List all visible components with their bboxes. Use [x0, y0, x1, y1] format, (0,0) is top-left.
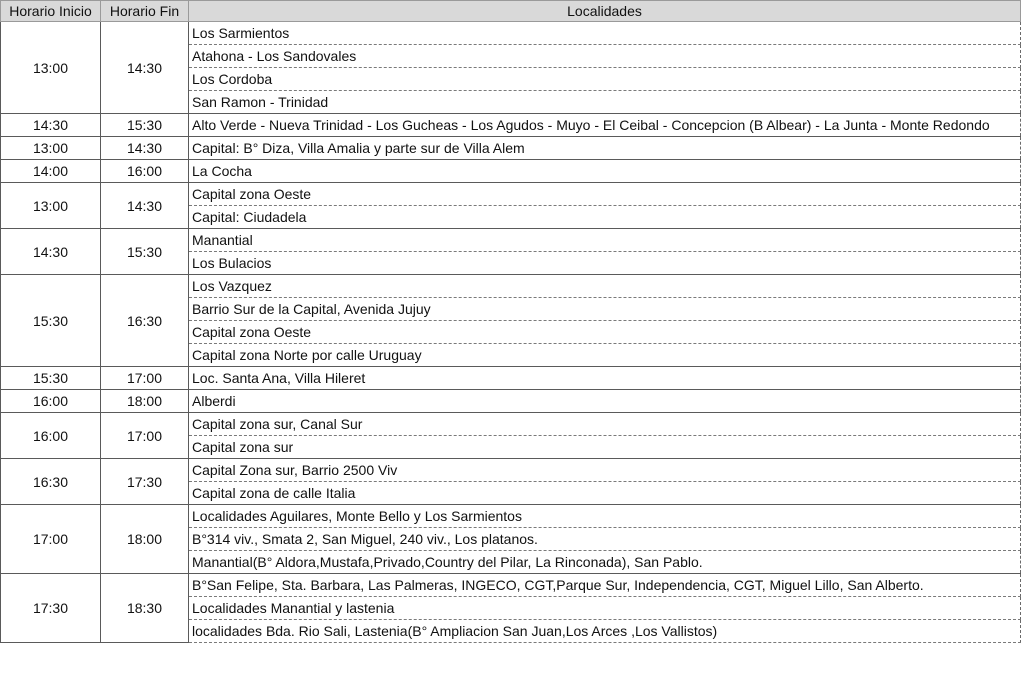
table-row — [1, 574, 1021, 597]
location-cell: Localidades Aguilares, Monte Bello y Los Sarmientos — [189, 505, 1021, 528]
location-cell: Alberdi — [189, 390, 1021, 413]
location-cell: B°San Felipe, Sta. Barbara, Las Palmeras, INGECO, CGT,Parque Sur, Independencia, CGT, Miguel Lillo, San Alberto. — [189, 574, 1021, 597]
table-row — [1, 160, 1021, 183]
end-time-cell: 15:30 — [101, 114, 189, 137]
end-time-cell: 18:00 — [101, 505, 189, 574]
end-time-cell: 14:30 — [101, 183, 189, 229]
end-time-cell: 17:00 — [101, 367, 189, 390]
location-cell: Manantial — [189, 229, 1021, 252]
start-time-cell: 13:00 — [1, 137, 101, 160]
start-time-cell: 16:30 — [1, 459, 101, 505]
location-cell: La Cocha — [189, 160, 1021, 183]
start-time-cell: 17:30 — [1, 574, 101, 643]
location-cell: Los Vazquez — [189, 275, 1021, 298]
location-cell: Capital zona sur, Canal Sur — [189, 413, 1021, 436]
header-start-time: Horario Inicio — [1, 1, 101, 22]
end-time-cell: 17:00 — [101, 413, 189, 459]
start-time-cell: 13:00 — [1, 22, 101, 114]
table-row — [1, 367, 1021, 390]
start-time-cell: 17:00 — [1, 505, 101, 574]
location-cell: localidades Bda. Rio Sali, Lastenia(B° Ampliacion San Juan,Los Arces ,Los Vallistos) — [189, 620, 1021, 643]
location-cell: San Ramon - Trinidad — [189, 91, 1021, 114]
location-cell: Manantial(B° Aldora,Mustafa,Privado,Country del Pilar, La Rinconada), San Pablo. — [189, 551, 1021, 574]
table-body — [1, 22, 1021, 643]
header-row — [1, 1, 1021, 22]
table-header — [1, 1, 1021, 22]
end-time-cell: 16:00 — [101, 160, 189, 183]
start-time-cell: 14:30 — [1, 229, 101, 275]
start-time-cell: 14:00 — [1, 160, 101, 183]
location-cell: Los Sarmientos — [189, 22, 1021, 45]
location-cell: Capital zona sur — [189, 436, 1021, 459]
header-localities: Localidades — [189, 1, 1021, 22]
location-cell: Loc. Santa Ana, Villa Hileret — [189, 367, 1021, 390]
location-cell: Barrio Sur de la Capital, Avenida Jujuy — [189, 298, 1021, 321]
location-cell: Capital zona de calle Italia — [189, 482, 1021, 505]
table-row — [1, 390, 1021, 413]
start-time-cell: 13:00 — [1, 183, 101, 229]
location-cell: Capital zona Oeste — [189, 321, 1021, 344]
table-row — [1, 505, 1021, 528]
end-time-cell: 18:30 — [101, 574, 189, 643]
location-cell: Los Bulacios — [189, 252, 1021, 275]
location-cell: Capital: Ciudadela — [189, 206, 1021, 229]
end-time-cell: 18:00 — [101, 390, 189, 413]
end-time-cell: 16:30 — [101, 275, 189, 367]
start-time-cell: 16:00 — [1, 413, 101, 459]
location-cell: B°314 viv., Smata 2, San Miguel, 240 viv., Los platanos. — [189, 528, 1021, 551]
location-cell: Capital zona Oeste — [189, 183, 1021, 206]
end-time-cell: 15:30 — [101, 229, 189, 275]
table-row — [1, 413, 1021, 436]
location-cell: Capital: B° Diza, Villa Amalia y parte sur de Villa Alem — [189, 137, 1021, 160]
header-end-time: Horario Fin — [101, 1, 189, 22]
start-time-cell: 16:00 — [1, 390, 101, 413]
table-row — [1, 229, 1021, 252]
end-time-cell: 17:30 — [101, 459, 189, 505]
table-row — [1, 137, 1021, 160]
end-time-cell: 14:30 — [101, 22, 189, 114]
location-cell: Atahona - Los Sandovales — [189, 45, 1021, 68]
location-cell: Capital Zona sur, Barrio 2500 Viv — [189, 459, 1021, 482]
start-time-cell: 14:30 — [1, 114, 101, 137]
location-cell: Los Cordoba — [189, 68, 1021, 91]
start-time-cell: 15:30 — [1, 275, 101, 367]
table-row — [1, 114, 1021, 137]
table-row — [1, 22, 1021, 45]
start-time-cell: 15:30 — [1, 367, 101, 390]
location-cell: Capital zona Norte por calle Uruguay — [189, 344, 1021, 367]
end-time-cell: 14:30 — [101, 137, 189, 160]
table-row — [1, 275, 1021, 298]
location-cell: Localidades Manantial y lastenia — [189, 597, 1021, 620]
table-row — [1, 183, 1021, 206]
table-row — [1, 459, 1021, 482]
location-cell: Alto Verde - Nueva Trinidad - Los Gucheas - Los Agudos - Muyo - El Ceibal - Concepcion (B Albear) - La Junta - Monte Redondo — [189, 114, 1021, 137]
